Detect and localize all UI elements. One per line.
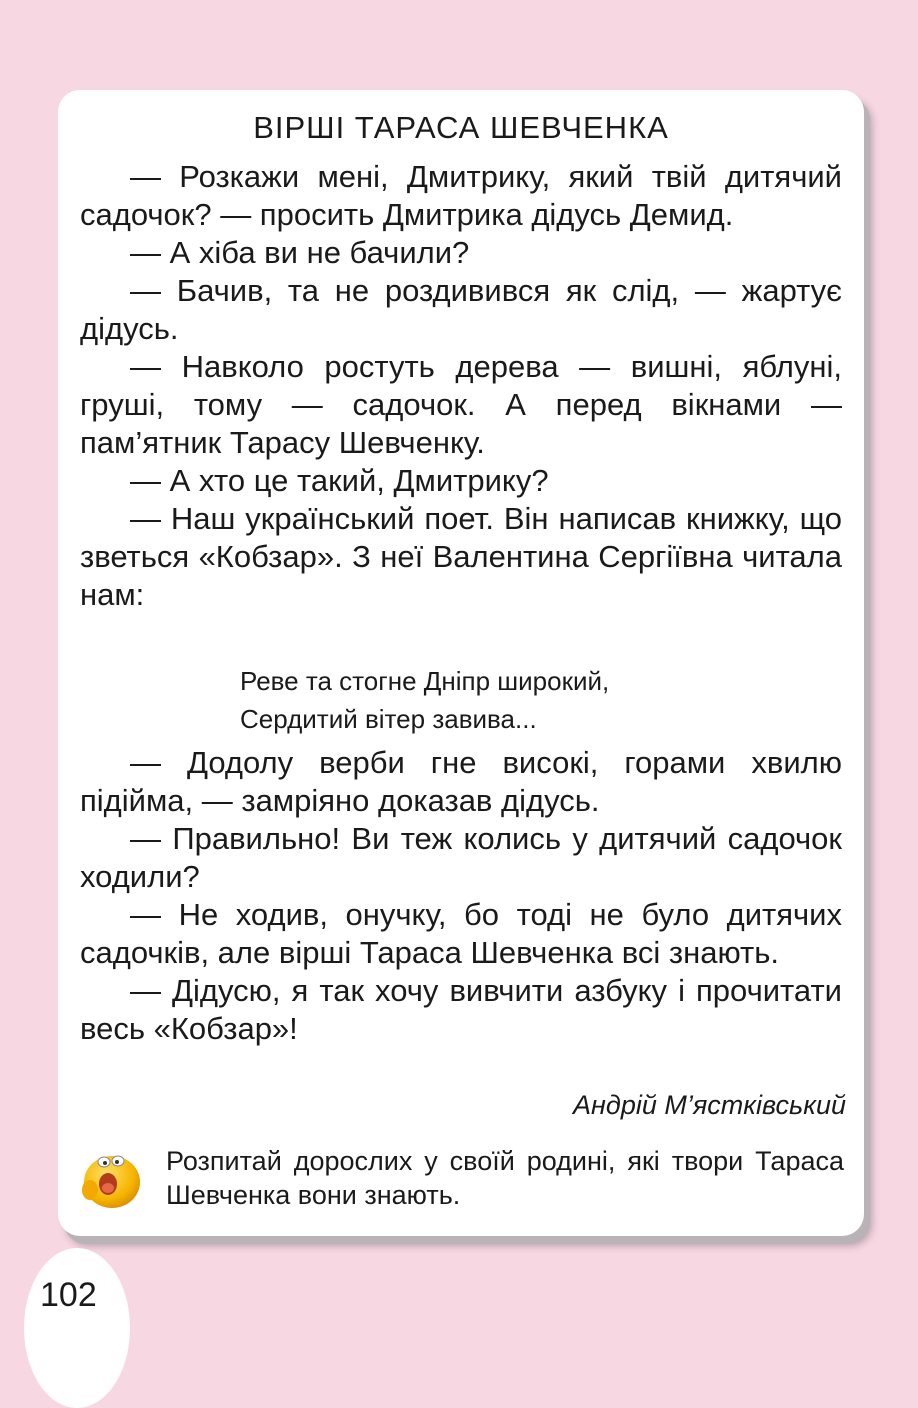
paragraph: — Наш український поет. Він написав книжку, що зветься «Кобзар». З неї Валентина Сергіївна читала нам: (80, 501, 842, 612)
paragraph: — А хіба ви не бачили? (130, 235, 470, 270)
paragraph: — Бачив, та не роздивився як слід, — жартує дідусь. (80, 273, 842, 346)
story-text-top (80, 158, 842, 614)
page-number-badge (24, 1248, 130, 1408)
page-card (58, 90, 864, 1236)
paragraph: — Розкажи мені, Дмитрику, який твій дитячий садочок? — просить Дмитрика дідусь Демид. (80, 159, 842, 232)
thinking-smiley-icon (78, 1148, 144, 1210)
paragraph: — А хто це такий, Дмитрику? (130, 463, 549, 498)
paragraph: — Дідусю, я так хочу вивчити азбуку і прочитати весь «Кобзар»! (80, 973, 842, 1046)
paragraph: — Навколо ростуть дерева — вишні, яблуні, груші, тому — садочок. А перед вікнами — пам’ятник Тарасу Шевченку. (80, 349, 842, 460)
task-text: Розпитай дорослих у своїй родині, які твори Тараса Шевченка вони знають. (166, 1146, 844, 1210)
page-title: ВІРШІ ТАРАСА ШЕВЧЕНКА (253, 110, 669, 145)
poem-line: Сердитий вітер завива... (240, 704, 537, 734)
paragraph: — Не ходив, онучку, бо тоді не було дитячих садочків, але вірші Тараса Шевченка всі знають. (80, 897, 842, 970)
poem-quote (240, 662, 609, 738)
poem-line: Реве та стогне Дніпр широкий, (240, 666, 610, 696)
page-number: 102 (40, 1276, 97, 1314)
paragraph: — Додолу верби гне високі, горами хвилю підійма, — замріяно доказав дідусь. (80, 745, 842, 818)
story-text-bottom (80, 744, 842, 1048)
paragraph: — Правильно! Ви теж колись у дитячий садочок ходили? (80, 821, 842, 894)
author-name: Андрій М’ястківський (573, 1090, 846, 1120)
